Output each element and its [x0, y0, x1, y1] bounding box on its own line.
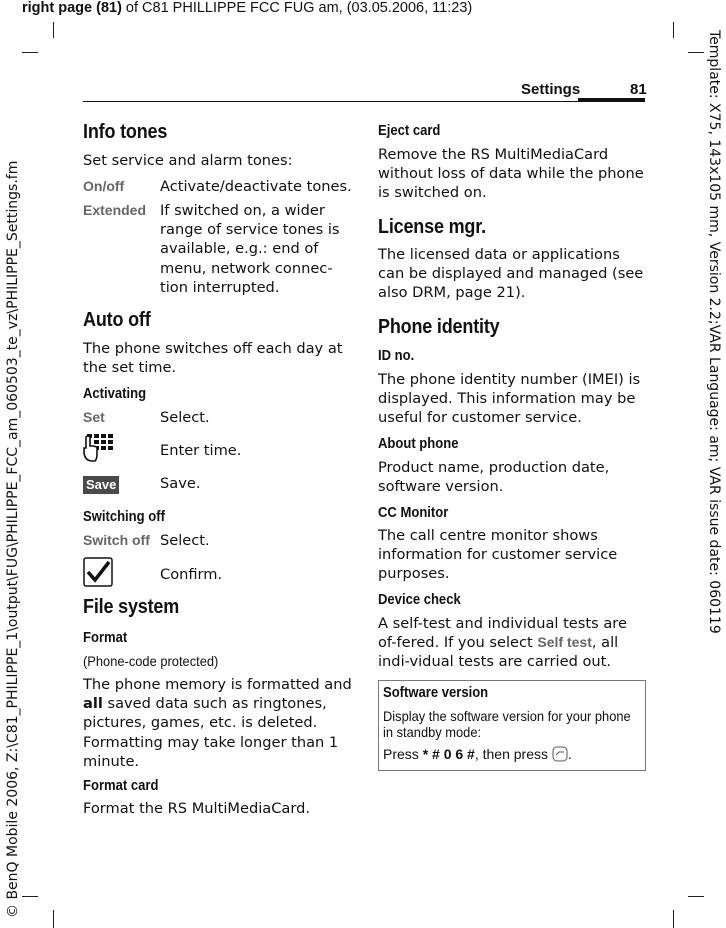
subheading-device-check: Device check — [378, 592, 461, 608]
section-heading-info-tones: Info tones — [83, 121, 168, 143]
format-note: (Phone-code protected) — [83, 653, 219, 669]
subheading-format: Format — [83, 630, 128, 646]
crop-mark — [673, 910, 674, 928]
crop-mark — [688, 52, 704, 53]
subheading-switching-off: Switching off — [83, 509, 165, 525]
subheading-cc-monitor: CC Monitor — [378, 505, 449, 521]
note-title: Software version — [383, 685, 489, 701]
crop-mark — [53, 910, 54, 928]
section-heading-file-system: File system — [83, 596, 180, 618]
subheading-activating: Activating — [83, 386, 147, 402]
running-title: Settings — [521, 81, 581, 98]
definition-text: Enter time. — [160, 442, 242, 459]
format-card-text: Format the RS MultiMediaCard. — [83, 800, 310, 817]
print-header-page: right page (81) — [22, 0, 122, 16]
key-code: * # 0 6 # — [422, 746, 475, 763]
save-softkey-label: Save — [83, 476, 119, 494]
menu-key-on-off: On/off — [83, 178, 125, 194]
menu-key-switch-off: Switch off — [83, 532, 150, 548]
text-run: The phone memory is formatted and — [83, 676, 352, 693]
text-run: Press — [383, 746, 423, 763]
print-header — [22, 0, 472, 16]
info-tones-intro: Set service and alarm tones: — [83, 152, 293, 169]
menu-key-self-test: Self test — [537, 634, 592, 651]
software-version-note — [378, 680, 646, 771]
definition-text: Activate/deactivate tones. — [160, 178, 352, 195]
definition-row — [83, 201, 363, 297]
text-run: , all indi-vidual tests are carried out. — [378, 634, 619, 671]
section-heading-license-mgr: License mgr. — [378, 216, 486, 238]
subheading-format-card: Format card — [83, 778, 159, 794]
subheading-eject-card: Eject card — [378, 123, 441, 139]
end-key-icon — [552, 746, 568, 765]
device-check-text — [378, 614, 646, 672]
section-heading-auto-off: Auto off — [83, 309, 151, 331]
text-run: , then press — [474, 746, 552, 763]
keypad-icon — [83, 432, 115, 464]
crop-mark — [673, 22, 674, 38]
save-softkey — [83, 474, 119, 494]
definition-text: If switched on, a wider range of service tones is available, e.g.: end of menu, network connec-tion interrupted. — [160, 202, 340, 296]
menu-key-extended: Extended — [83, 202, 147, 218]
text-run: saved data such as ringtones, pictures, games, etc. is deleted. Formatting may take longer than 1 minute. — [83, 695, 339, 770]
checkmark-icon — [83, 557, 113, 587]
section-heading-phone-identity: Phone identity — [378, 316, 500, 338]
emphasis-all: all — [83, 695, 103, 713]
definition-text: Select. — [160, 409, 210, 426]
header-tab-bar — [578, 98, 645, 102]
definition-row — [83, 408, 363, 427]
definition-row — [83, 531, 363, 550]
definition-text: Select. — [160, 532, 210, 549]
id-text: The phone identity number (IMEI) is displayed. This information may be useful for customer service. — [378, 371, 641, 427]
note-text: Display the software version for your phone in standby mode: — [383, 708, 631, 740]
side-template-info: Template: X75, 143x105 mm, Version 2.2;VAR Language: am; VAR issue date: 060119 — [706, 30, 722, 634]
eject-card-text: Remove the RS MultiMediaCard without loss of data while the phone is switched on. — [378, 146, 644, 202]
definition-row — [83, 177, 363, 196]
license-text: The licensed data or applications can be displayed and managed (see also DRM, page 21). — [378, 246, 644, 302]
note-instruction — [383, 746, 572, 765]
crop-mark — [22, 896, 38, 897]
subheading-id-no: ID no. — [378, 348, 415, 364]
crop-mark — [22, 52, 38, 53]
definition-text: Save. — [160, 475, 201, 492]
auto-off-intro: The phone switches off each day at the set time. — [83, 340, 343, 377]
about-text: Product name, production date, software version. — [378, 459, 610, 496]
page-number: 81 — [630, 81, 647, 98]
subheading-about-phone: About phone — [378, 436, 459, 452]
header-rule — [83, 101, 645, 102]
print-header-file: of C81 PHILLIPPE FCC FUG am, (03.05.2006, 11:23) — [121, 0, 473, 16]
format-description — [83, 675, 353, 771]
cc-text: The call centre monitor shows information for customer service purposes. — [378, 527, 618, 583]
menu-key-set: Set — [83, 409, 105, 425]
crop-mark — [688, 896, 704, 897]
crop-mark — [53, 22, 54, 38]
text-run: . — [567, 746, 572, 763]
text-run: A self-test and individual tests are of-fered. If you select — [378, 615, 627, 652]
side-copyright-path: © BenQ Mobile 2006, Z:\C81_PHILIPPE_1\output\FUG\PHILIPPE_FCC_am_060503_te_vz\PHILIPPE_Settings.fm — [5, 160, 21, 918]
definition-text: Confirm. — [160, 566, 223, 583]
